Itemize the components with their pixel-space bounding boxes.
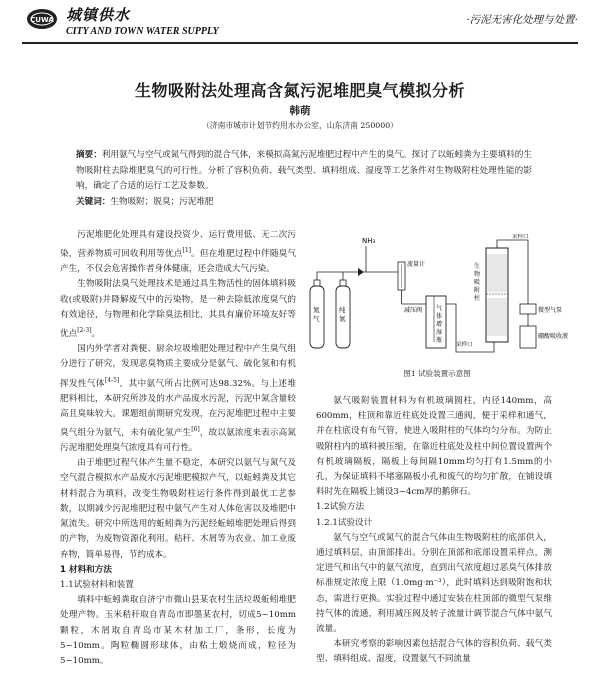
air-pump bbox=[520, 304, 562, 314]
left-column bbox=[60, 228, 296, 669]
abstract-label: 摘要： bbox=[76, 150, 102, 160]
nh3-label: NH₃ bbox=[362, 237, 376, 245]
journal-name-en: CITY AND TOWN WATER SUPPLY bbox=[66, 26, 219, 37]
keywords-text: 生物吸附；脱臭；污泥堆肥 bbox=[110, 197, 214, 207]
boric-acid-absorber bbox=[520, 326, 568, 348]
humidifier-bottle bbox=[426, 296, 446, 348]
abstract bbox=[76, 148, 532, 195]
subsection-heading: 1.2试验方法 bbox=[316, 502, 365, 513]
svg-text:湿: 湿 bbox=[436, 329, 443, 336]
tank1-char: 气 bbox=[313, 315, 320, 323]
keywords bbox=[76, 195, 532, 210]
svg-text:体: 体 bbox=[436, 313, 443, 320]
paragraph: 氨气与空气或氮气的混合气体由生物吸附柱的底部供入，通过填料层，由顶部排出。分别在顶部和底部设置采样点，测定进气和出气中的氨气浓度，直到出气浓度超过恶臭气体排放标准规定浓度上限（1.0mg·m⁻³），此时填料达到吸附饱和状态，需进行更换。实验过程中通过安装在柱顶部的微型气泵维持气体的流通，利用减压阀及转子流量计调节混合气体中氨气流量。 bbox=[316, 532, 552, 635]
paragraph: 国内外学者对粪便、厨余垃圾堆肥处理过程中产生臭气组分进行了研究，发现恶臭物质主要成分是氨气、硫化氢和有机挥发性气体[4-5]，其中氨气所占比例可达98.32%。与上述堆肥料相比，本研究所涉及的水产品废水污泥，污泥中氮含量较高且臭味较大。课题组前期研究发现，在污泥堆肥过程中主要臭气组分为氨气，未有硫化氢产生[6]，故以氨浓度来表示高氮污泥堆肥处理臭气浓度具有可行性。 bbox=[60, 344, 296, 454]
journal-name-cn: 城镇供水 bbox=[66, 6, 131, 24]
section-label: ·污泥无害化处理与处置· bbox=[466, 14, 578, 26]
paragraph: 氨气吸附装置材料为有机玻璃圆柱，内径140mm，高600mm，柱顶和靠近柱底处设置三通阀，便于采样和通气，并在柱底设有布气管，使进入吸附柱的气体均匀分布。为防止吸附柱内的填料被压缩，在靠近柱底处及柱中间位置设置两个有机玻璃隔板，隔板上每间隔10mm均匀打有1.5mm的小孔，为保证填料不堵塞隔板小孔和废气的均匀扩散，在铺设填料时先在隔板上铺设3~4cm厚的鹅卵石。 bbox=[316, 396, 552, 498]
paper-title: 生物吸附法处理高含氮污泥堆肥臭气模拟分析 bbox=[134, 81, 465, 100]
section-heading: 1 材料和方法 bbox=[60, 564, 112, 575]
pump-label: 微型气泵 bbox=[538, 307, 563, 314]
citation: [6] bbox=[191, 426, 200, 434]
journal-logo bbox=[26, 6, 236, 42]
water-drop-logo-icon bbox=[26, 8, 58, 30]
flowmeter-label: 流量计 bbox=[407, 261, 426, 268]
tank1-char: 氮 bbox=[313, 306, 320, 314]
svg-text:瓶: 瓶 bbox=[436, 337, 443, 344]
keywords-label: 关键词： bbox=[76, 197, 111, 207]
affiliation: （济南市城市计划节约用水办公室，山东济南 250000） bbox=[202, 121, 398, 130]
apparatus-diagram bbox=[306, 234, 568, 364]
svg-text:吸: 吸 bbox=[474, 279, 481, 286]
valve-icon bbox=[358, 268, 364, 276]
svg-text:柱: 柱 bbox=[474, 295, 481, 302]
tank2-char: 氮 bbox=[339, 315, 346, 323]
biofilter-column bbox=[474, 248, 508, 342]
right-column bbox=[316, 394, 552, 668]
sample-port-label: 采样口 bbox=[456, 342, 473, 348]
citation: [4-5] bbox=[104, 376, 120, 384]
pure-nitrogen-cylinder bbox=[336, 280, 350, 348]
absorber-label: 硼酸吸收液 bbox=[538, 333, 568, 340]
journal-header bbox=[0, 0, 600, 48]
nitrogen-cylinder bbox=[310, 280, 324, 348]
svg-text:附: 附 bbox=[474, 287, 481, 294]
svg-text:增: 增 bbox=[436, 321, 443, 328]
subsection-heading: 1.2.1试验设计 bbox=[316, 517, 373, 528]
header-divider bbox=[22, 42, 578, 44]
citation: [2-3] bbox=[77, 327, 92, 335]
reducing-valve-label: 减压阀 bbox=[404, 307, 423, 314]
logo-text: CUWA bbox=[30, 16, 54, 24]
sample-port-label: 采样口 bbox=[512, 234, 529, 240]
svg-text:生: 生 bbox=[474, 263, 481, 270]
citation: [1] bbox=[182, 247, 191, 255]
svg-text:气: 气 bbox=[436, 305, 443, 312]
paragraph: 生物吸附法臭气处理技术是通过具生物活性的固体填料吸收(或吸附)并降解废气中的污染物，是一种去除低浓度臭气的有效途径，与物理和化学除臭法相比，其具有廉价环境友好等优点[2-3]。 bbox=[60, 279, 296, 339]
subsection-heading: 1.1试验材料和装置 bbox=[60, 579, 134, 590]
tank2-char: 纯 bbox=[339, 306, 346, 314]
svg-text:物: 物 bbox=[474, 271, 481, 278]
abstract-text: 利用氨气与空气或氮气得到的混合气体，来模拟高氮污泥堆肥过程中产生的臭气。探讨了以蚯蚓粪为主要填料的生物吸附柱去除堆肥臭气的可行性。分析了容积负荷、载气类型、填料组成、湿度等工艺条件对生物吸附柱处理性能的影响，确定了合适的运行工艺及参数。 bbox=[76, 150, 532, 191]
paragraph: 本研究考察的影响因素包括混合气体的容积负荷、载气类型、填料组成、湿度，设置氨气不同流量 bbox=[316, 639, 552, 665]
flowmeter bbox=[398, 260, 425, 290]
figure-caption: 图1 试验装置示意图 bbox=[403, 369, 471, 378]
author: 韩萌 bbox=[289, 105, 311, 117]
paragraph: 由于堆肥过程气体产生量不稳定，本研究以氨气与氮气及空气混合模拟水产品废水污泥堆肥模拟产气，以蚯蚓粪及其它材料混合为填料，改变生物吸附柱运行条件得到最优工艺参数，以期减少污泥堆肥过程中氨气产生对人体危害以及堆肥中氮流失。研究中所选用的蚯蚓粪为污泥经蚯蚓堆肥处理后得到的产物，为废物资源化利用。秸秆、木屑等为农业、加工业废弃物，简单易得，节约成本。 bbox=[60, 458, 296, 560]
paragraph: 污泥堆肥化处理具有建设投资少、运行费用低、无二次污染，营养物质可回收利用等优点[1]。但在堆肥过程中伴随臭气产生，不仅会危害操作者身体健康，还会造成大气污染。 bbox=[60, 230, 296, 275]
paragraph: 填料中蚯蚓粪取自济宁市微山县某农村生活垃圾蚯蚓堆肥处理产物。玉米秸秆取自青岛市即墨某农村，切成5~10mm颗粒，木屑取自青岛市某木材加工厂，条形，长度为5~10mm。陶粒椭圆形球体，由粘土煅烧而成，粒径为5~10mm。 bbox=[60, 595, 296, 666]
